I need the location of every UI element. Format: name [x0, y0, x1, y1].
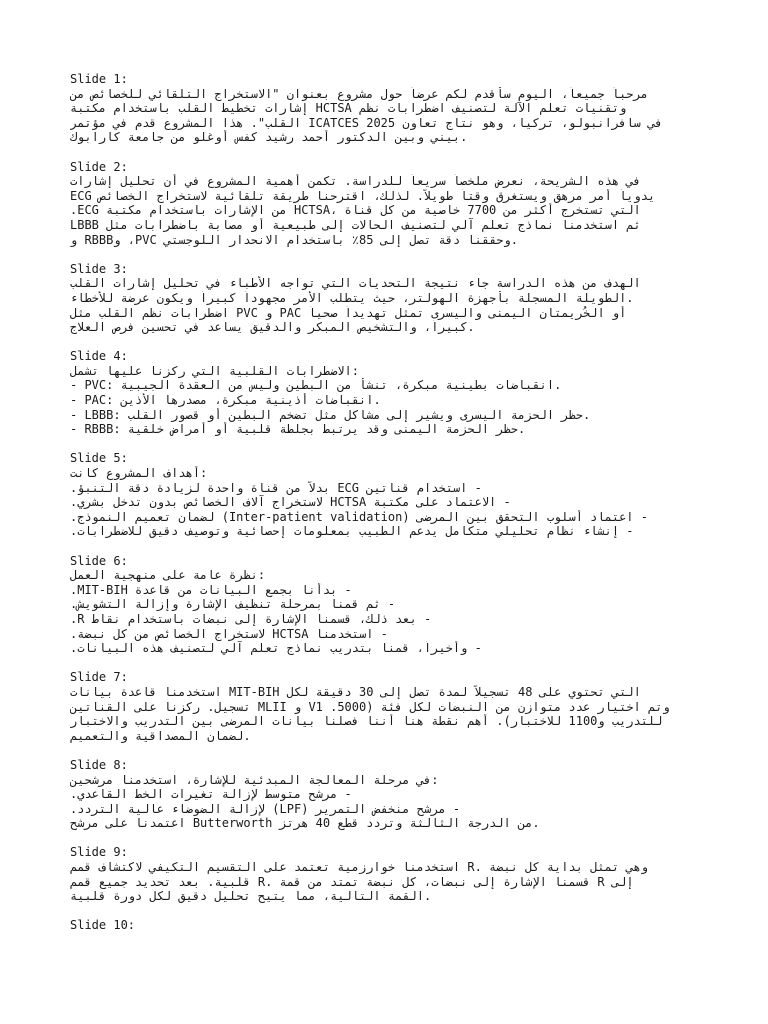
slide-line: مرحباً جميعاً، اليوم سأقدم لكم عرضاً حول مشروع بعنوان "الاستخراج التلقائي للخصائص من [70, 86, 648, 101]
slide-bullet: - إنشاء نظام تحليلي متكامل يدعم الطبيب بمعلومات إحصائية وتوصيف دقيق للاضطرابات. [70, 524, 634, 539]
slide-line: إلى R قسمنا الإشارة إلى نبضات، كل نبضة تمتد من قمة .R قلبية. بعد تحديد جميع قمم [70, 874, 634, 889]
slide-line: في هذه الشريحة، نعرض ملخصاً سريعاً للدراسة. تكمن أهمية المشروع في أن تحليل إشارات [70, 174, 641, 189]
slide-line: للتدريب و1100 للاختبار). أهم نقطة هنا أننا فصلنا بيانات المرضى بين التدريب والاختبار [70, 714, 663, 729]
slide-bullet: - LBBB: حظر الحزمة اليسرى ويشير إلى مشاكل مثل تضخم البطين أو قصور القلب. [70, 407, 591, 422]
slide-bullet: - اعتماد أسلوب التحقق بين المرضى (Inter-patient validation) لضمان تعميم النموذج. [70, 509, 648, 524]
slide-8 [70, 758, 698, 831]
slide-line: LBBB ثم استخدمنا نماذج تعلم آلي لتصنيف الحالات إلى طبيعية أو مصابة باضطرابات مثل [70, 217, 641, 232]
slide-line: :الاضطرابات القلبية التي ركزنا عليها تشمل [70, 363, 359, 378]
slide-5 [70, 451, 698, 539]
slide-line: التي تحتوي على 48 تسجيلاً لمدة تصل إلى 30 دقيقة لكل MIT-BIH استخدمنا قاعدة بيانات [70, 684, 641, 699]
slide-bullet: - الاعتماد على مكتبة HCTSA لاستخراج آلاف الخصائص بدون تدخل بشري. [70, 495, 511, 510]
slide-line: .وحققنا دقة تصل إلى 85٪ باستخدام الانحدار اللوجستي PVC، وRBBB و [70, 232, 518, 247]
slide-bullet: - PAC: انقباضات أذينية مبكرة، مصدرها الأذين. [70, 393, 381, 408]
slide-line: .الطويلة المسجلة بأجهزة الهولتر، حيث يتطلب الأمر مجهوداً كبيراً ويكون عرضة للأخطاء [70, 290, 634, 305]
slide-title: Slide 7: [70, 670, 128, 685]
slide-bullet: - بدأنا بجمع البيانات من قاعدة MIT-BIH. [70, 582, 352, 597]
slide-line: وتقنيات تعلم الآلة لتصنيف اضطرابات نظم HCTSA إشارات تخطيط القلب باستخدام مكتبة [70, 101, 627, 116]
slide-bullet: - استخدمنا HCTSA لاستخراج الخصائص من كل نبضة. [70, 626, 388, 641]
slide-line: :في مرحلة المعالجة المبدئية للإشارة، استخدمنا مرشحين [70, 772, 439, 787]
slide-bullet: - مرشح منخفض التمرير (LPF) لإزالة الضوضاء عالية التردد. [70, 801, 461, 816]
slide-bullet: - وأخيراً، قمنا بتدريب نماذج تعلم آلي لتصنيف هذه البيانات. [70, 641, 482, 656]
slide-9 [70, 845, 698, 903]
slide-line: :نظرة عامة على منهجية العمل [70, 568, 266, 583]
slide-line: .القمة التالية، مما يتيح تحليل دقيق لكل دورة قلبية [70, 889, 432, 904]
slide-title: Slide 4: [70, 349, 128, 364]
slide-line: .ECG من الإشارات باستخدام مكتبة HCTSA، التي تستخرج أكثر من 7700 خاصية من كل قناة [70, 203, 641, 218]
slide-line: ECG يدوياً أمر مرهق ويستغرق وقتاً طويلاً. لذلك، اقترحنا طريقة تلقائية لاستخراج الخصائص [70, 188, 656, 203]
slide-title: Slide 2: [70, 159, 128, 174]
slide-line: أو الخُريمتان اليمنى واليسرى تمثل تهديداً صحياً PAC و PVC اضطرابات نظم القلب مثل [70, 305, 627, 320]
slide-2 [70, 160, 698, 248]
slide-title: Slide 6: [70, 553, 128, 568]
slide-1 [70, 72, 698, 145]
slide-title: Slide 8: [70, 757, 128, 772]
slide-line: .كبيراً، والتشخيص المبكر والدقيق يساعد في تحسين فرص العلاج [70, 320, 475, 335]
slide-line: الهدف من هذه الدراسة جاء نتيجة التحديات التي تواجه الأطباء في تحليل إشارات القلب [70, 276, 641, 291]
slide-bullet: - استخدام قناتين ECG بدلاً من قناة واحدة لزيادة دقة التنبؤ. [70, 480, 482, 495]
slide-line: .من الدرجة الثالثة وتردد قطع 40 هرتز Butterworth اعتمدنا على مرشح [70, 816, 540, 831]
slide-bullet: - ثم قمنا بمرحلة تنظيف الإشارة وإزالة التشويش. [70, 597, 396, 612]
slide-title: Slide 9: [70, 845, 128, 860]
slide-bullet: - PVC: انقباضات بطينية مبكرة، تنشأ من البطين وليس من العقدة الجيبية. [70, 378, 562, 393]
slide-4 [70, 349, 698, 437]
slide-line: :أهداف المشروع كانت [70, 466, 208, 481]
slide-bullet: - RBBB: حظر الحزمة اليمنى وقد يرتبط بجلطة قلبية أو أمراض خلقية. [70, 422, 526, 437]
slide-bullet: - بعد ذلك، قسمنا الإشارة إلى نبضات باستخدام نقاط R. [70, 611, 432, 626]
slide-title: Slide 3: [70, 261, 128, 276]
slide-title: Slide 10: [70, 918, 136, 933]
slide-10 [70, 918, 698, 933]
slide-title: Slide 1: [70, 72, 128, 86]
slide-line: وتم اختيار عدد متوازن من النبضات لكل فئة (V1 .5000 و MLII تسجيل. ركزنا على القناتين [70, 699, 670, 714]
slide-3 [70, 262, 698, 335]
slide-line: .لضمان المصداقية والتعميم [70, 728, 251, 743]
slide-line: وهي تمثل بداية كل نبضة .R استخدمنا خوارزمية تعتمد على التقسيم التكيفي لاكتشاف قمم [70, 860, 648, 875]
slide-bullet: - مرشح متوسط لإزالة تغيرات الخط القاعدي. [70, 787, 352, 802]
slide-title: Slide 5: [70, 451, 128, 466]
slide-6 [70, 554, 698, 656]
slide-line: في سافرانبولو، تركيا، وهو نتاج تعاون ICATCES 2025 القلب". هذا المشروع قدم في مؤتمر [70, 115, 663, 130]
slide-7 [70, 670, 698, 743]
slide-line: .بيني وبين الدكتور أحمد رشيد كفس أوغلو من جامعة كارابوك [70, 130, 468, 145]
